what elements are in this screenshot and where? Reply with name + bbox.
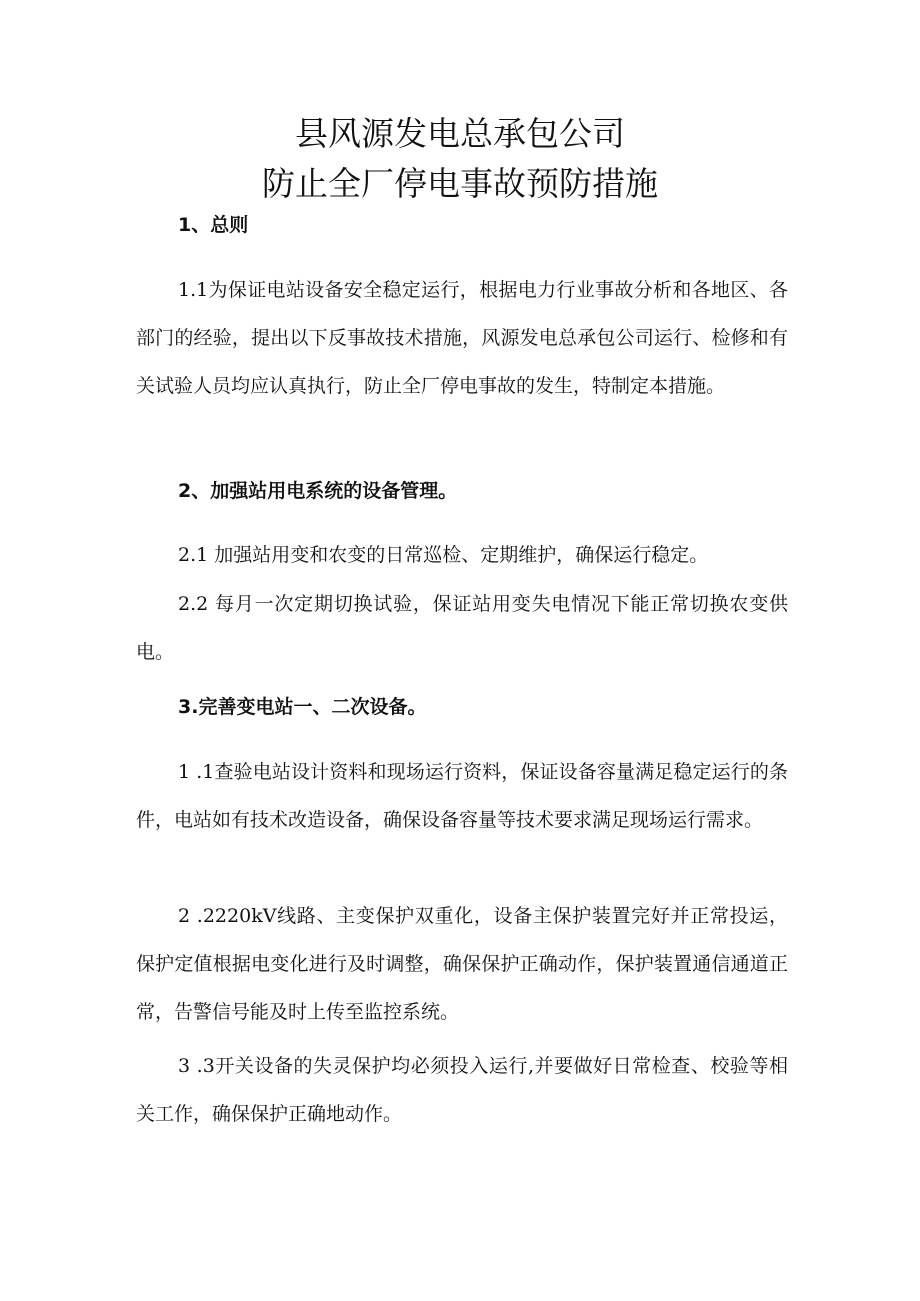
section-heading-2: 2、加强站用电系统的设备管理。: [178, 480, 458, 502]
title-line-2: 防止全厂停电事故预防措施: [262, 164, 658, 203]
title-line-1: 县风源发电总承包公司: [295, 114, 625, 153]
paragraph-3-1: 1 .1查验电站设计资料和现场运行资料，保证设备容量满足稳定运行的条件，电站如有技术改造设备，确保设备容量等技术要求满足现场运行需求。: [136, 761, 788, 831]
paragraph-3-2: 2 .2220kV线路、主变保护双重化，设备主保护装置完好并正常投运，保护定值根据电变化进行及时调整，确保保护正确动作，保护装置通信通道正常，告警信号能及时上传至监控系统。: [136, 905, 788, 1023]
section-heading-3: 3.完善变电站一、二次设备。: [178, 696, 427, 718]
paragraph-2-1: 2.1 加强站用变和农变的日常巡检、定期维护，确保运行稳定。: [178, 544, 709, 566]
paragraph-2-2: 2.2 每月一次定期切换试验，保证站用变失电情况下能正常切换农变供电。: [136, 593, 788, 663]
section-heading-1: 1、总则: [178, 214, 249, 236]
paragraph-1-1: 1.1为保证电站设备安全稳定运行，根据电力行业事故分析和各地区、各部门的经验，提出以下反事故技术措施，风源发电总承包公司运行、检修和有关试验人员均应认真执行，防止全厂停电事故的发生，特制定本措施。: [136, 279, 788, 397]
paragraph-3-3: 3 .3开关设备的失灵保护均必须投入运行,并要做好日常检查、校验等相关工作，确保保护正确地动作。: [136, 1055, 788, 1125]
